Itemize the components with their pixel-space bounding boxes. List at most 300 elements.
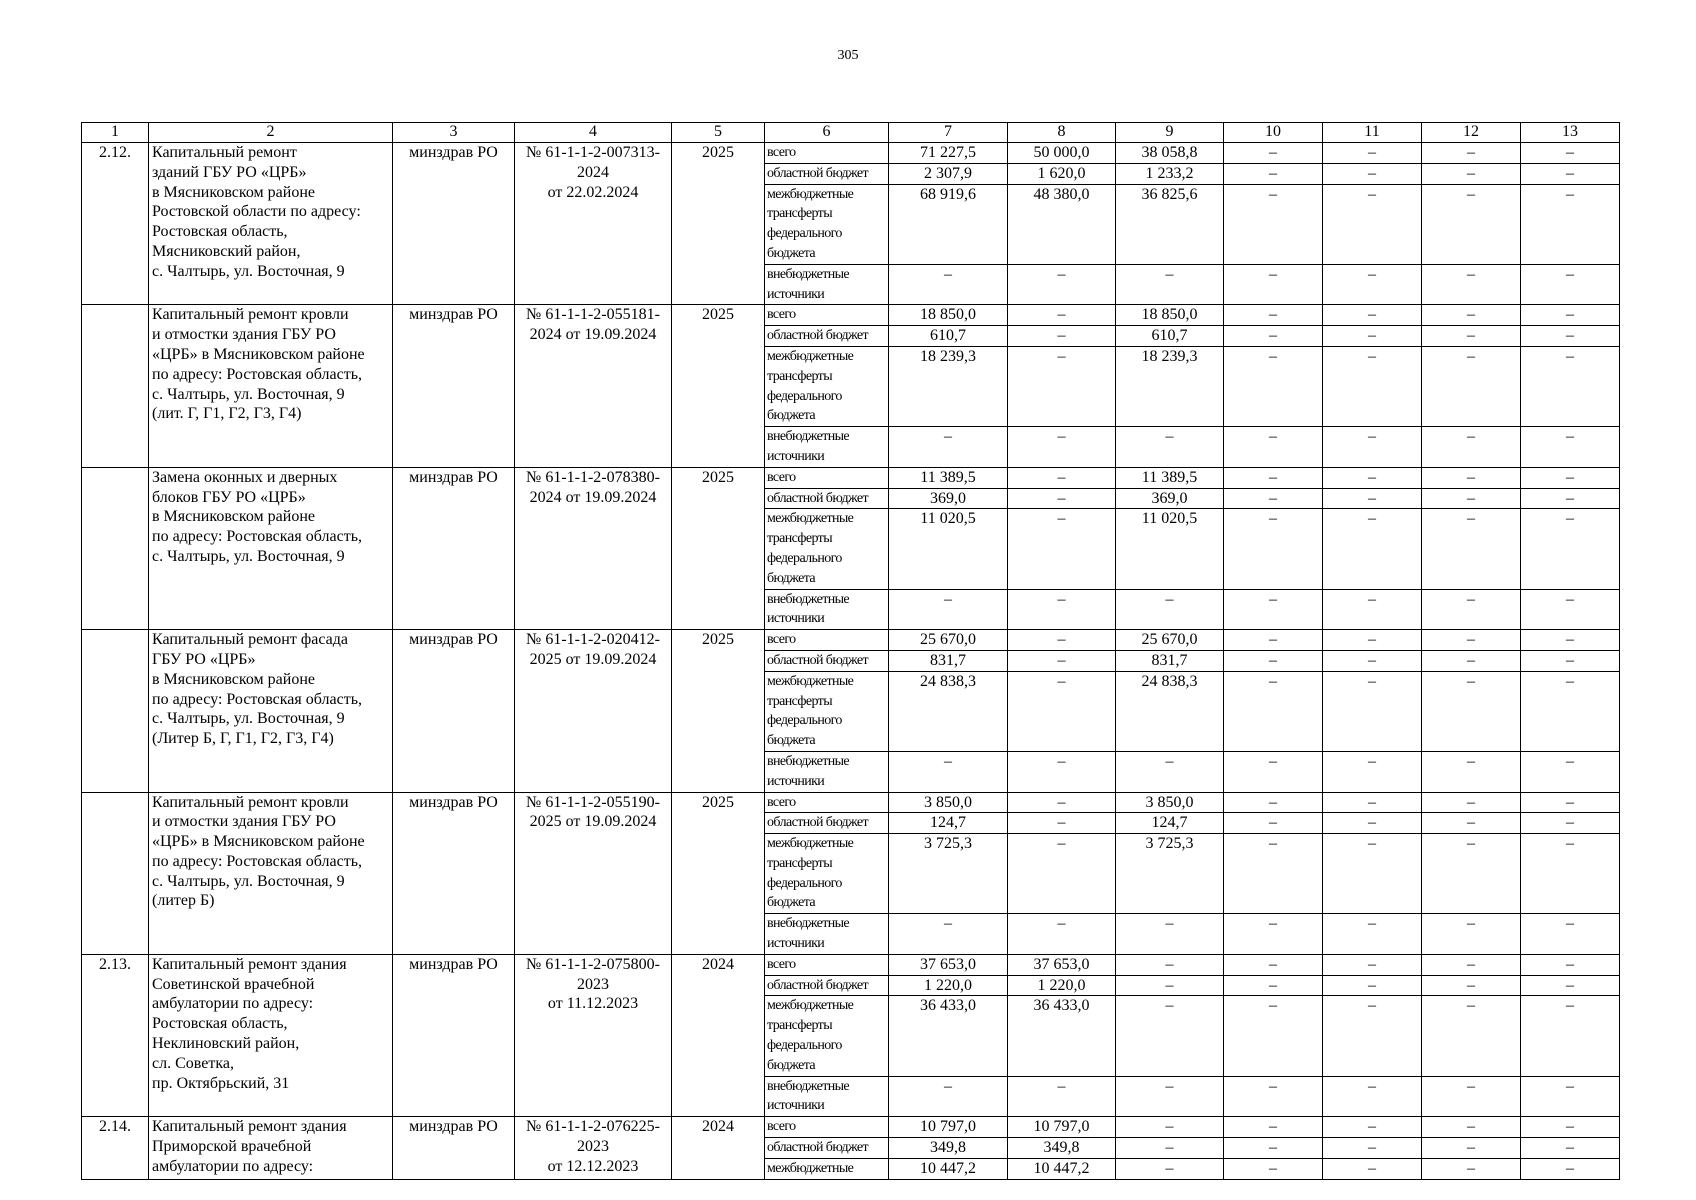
value-v8: 50 000,0 — [1008, 143, 1116, 164]
value-v7: 1 220,0 — [889, 975, 1008, 996]
value-v8: – — [1008, 813, 1116, 834]
value-v10: – — [1224, 488, 1323, 509]
expertise-doc-cell — [515, 143, 672, 305]
value-v9: 18 239,3 — [1116, 346, 1224, 426]
value-v12: – — [1422, 1076, 1521, 1117]
value-v10: – — [1224, 834, 1323, 914]
customer: минздрав РО — [409, 468, 498, 486]
value-v12: – — [1422, 305, 1521, 326]
value-v8: 48 380,0 — [1008, 184, 1116, 264]
col-header: 12 — [1422, 123, 1521, 143]
value-v9: – — [1116, 264, 1224, 305]
col-header: 3 — [393, 123, 515, 143]
completion-year-cell — [672, 467, 765, 629]
expertise-doc: № 61-1-1-2-076225- 2023 от 12.12.2023 — [526, 1118, 660, 1175]
funding-source: межбюджетные трансферты федерального бюджета — [765, 184, 889, 264]
value-v9: 3 850,0 — [1116, 792, 1224, 813]
funding-source: внебюджетные источники — [765, 1076, 889, 1117]
value-v11: – — [1323, 1158, 1422, 1179]
customer: минздрав РО — [409, 306, 498, 324]
value-v10: – — [1224, 792, 1323, 813]
value-v7: 24 838,3 — [889, 671, 1008, 751]
value-v8: – — [1008, 346, 1116, 426]
value-v8: 1 620,0 — [1008, 163, 1116, 184]
value-v11: – — [1323, 1076, 1422, 1117]
value-v10: – — [1224, 326, 1323, 347]
value-v7: 10 447,2 — [889, 1158, 1008, 1179]
value-v12: – — [1422, 1158, 1521, 1179]
value-v7: 349,8 — [889, 1138, 1008, 1159]
value-v11: – — [1323, 488, 1422, 509]
funding-source: межбюджетные трансферты федерального бюджета — [765, 996, 889, 1076]
funding-source: межбюджетные трансферты федерального бюджета — [765, 346, 889, 426]
value-v8: – — [1008, 834, 1116, 914]
funding-source: областной бюджет — [765, 1138, 889, 1159]
value-v12: – — [1422, 1138, 1521, 1159]
value-v8: – — [1008, 264, 1116, 305]
value-v9: 24 838,3 — [1116, 671, 1224, 751]
expertise-doc-cell — [515, 305, 672, 467]
value-v12: – — [1422, 671, 1521, 751]
funding-source: внебюджетные источники — [765, 751, 889, 792]
col-header: 2 — [149, 123, 393, 143]
value-v10: – — [1224, 954, 1323, 975]
value-v9: 36 825,6 — [1116, 184, 1224, 264]
table-row — [82, 954, 1620, 975]
value-v10: – — [1224, 671, 1323, 751]
value-v8: 37 653,0 — [1008, 954, 1116, 975]
value-v11: – — [1323, 163, 1422, 184]
funding-source: всего — [765, 630, 889, 651]
funding-source: всего — [765, 305, 889, 326]
value-v7: 610,7 — [889, 326, 1008, 347]
value-v9: 124,7 — [1116, 813, 1224, 834]
project-number-cell — [82, 305, 149, 467]
expertise-doc-cell — [515, 1117, 672, 1179]
funding-source: межбюджетные трансферты федерального бюджета — [765, 671, 889, 751]
value-v11: – — [1323, 834, 1422, 914]
funding-source: внебюджетные источники — [765, 264, 889, 305]
value-v11: – — [1323, 427, 1422, 468]
col-header: 13 — [1521, 123, 1620, 143]
value-v8: – — [1008, 305, 1116, 326]
value-v13: – — [1521, 427, 1620, 468]
object-name-cell — [149, 630, 393, 792]
value-v8: – — [1008, 650, 1116, 671]
value-v12: – — [1422, 813, 1521, 834]
funding-source: областной бюджет — [765, 975, 889, 996]
customer-cell — [393, 630, 515, 792]
customer-cell — [393, 792, 515, 954]
value-v11: – — [1323, 975, 1422, 996]
value-v9: – — [1116, 975, 1224, 996]
value-v12: – — [1422, 488, 1521, 509]
value-v7: 2 307,9 — [889, 163, 1008, 184]
table-body — [82, 123, 1620, 1180]
value-v13: – — [1521, 488, 1620, 509]
col-header: 10 — [1224, 123, 1323, 143]
value-v12: – — [1422, 954, 1521, 975]
customer-cell — [393, 305, 515, 467]
value-v9: 11 389,5 — [1116, 467, 1224, 488]
completion-year-cell — [672, 630, 765, 792]
customer-cell — [393, 143, 515, 305]
value-v13: – — [1521, 650, 1620, 671]
project-number-cell — [82, 792, 149, 954]
value-v7: – — [889, 914, 1008, 955]
value-v12: – — [1422, 834, 1521, 914]
value-v7: 369,0 — [889, 488, 1008, 509]
completion-year: 2025 — [702, 144, 734, 161]
value-v13: – — [1521, 1138, 1620, 1159]
value-v7: – — [889, 751, 1008, 792]
object-name-cell — [149, 467, 393, 629]
value-v12: – — [1422, 751, 1521, 792]
value-v9: 11 020,5 — [1116, 509, 1224, 589]
project-number-cell — [82, 143, 149, 305]
value-v13: – — [1521, 792, 1620, 813]
value-v10: – — [1224, 813, 1323, 834]
value-v10: – — [1224, 467, 1323, 488]
completion-year-cell — [672, 305, 765, 467]
page-number: 305 — [837, 48, 859, 63]
value-v7: 124,7 — [889, 813, 1008, 834]
value-v8: – — [1008, 589, 1116, 630]
col-header: 5 — [672, 123, 765, 143]
value-v7: 831,7 — [889, 650, 1008, 671]
value-v7: 68 919,6 — [889, 184, 1008, 264]
value-v13: – — [1521, 1076, 1620, 1117]
expertise-doc-cell — [515, 792, 672, 954]
value-v10: – — [1224, 143, 1323, 164]
value-v8: 349,8 — [1008, 1138, 1116, 1159]
expertise-doc-cell — [515, 954, 672, 1116]
expertise-doc: № 61-1-1-2-078380- 2024 от 19.09.2024 — [526, 468, 660, 506]
customer: минздрав РО — [409, 631, 498, 649]
value-v12: – — [1422, 914, 1521, 955]
expertise-doc: № 61-1-1-2-020412- 2025 от 19.09.2024 — [526, 631, 660, 668]
col-header: 1 — [82, 123, 149, 143]
value-v12: – — [1422, 650, 1521, 671]
value-v12: – — [1422, 163, 1521, 184]
value-v12: – — [1422, 346, 1521, 426]
completion-year-cell — [672, 792, 765, 954]
value-v9: – — [1116, 1117, 1224, 1138]
completion-year-cell — [672, 1117, 765, 1179]
value-v13: – — [1521, 1117, 1620, 1138]
value-v10: – — [1224, 1138, 1323, 1159]
value-v9: – — [1116, 1076, 1224, 1117]
completion-year: 2025 — [702, 306, 734, 324]
value-v8: – — [1008, 751, 1116, 792]
customer: минздрав РО — [409, 955, 498, 973]
expertise-doc: № 61-1-1-2-055181- 2024 от 19.09.2024 — [526, 306, 660, 344]
value-v11: – — [1323, 305, 1422, 326]
value-v10: – — [1224, 1158, 1323, 1179]
table-row — [82, 305, 1620, 326]
value-v8: – — [1008, 427, 1116, 468]
value-v11: – — [1323, 184, 1422, 264]
table-row — [82, 792, 1620, 813]
completion-year-cell — [672, 954, 765, 1116]
value-v8: – — [1008, 671, 1116, 751]
value-v12: – — [1422, 509, 1521, 589]
object-name-cell — [149, 143, 393, 305]
value-v12: – — [1422, 184, 1521, 264]
value-v13: – — [1521, 326, 1620, 347]
value-v8: – — [1008, 914, 1116, 955]
value-v11: – — [1323, 996, 1422, 1076]
value-v8: 10 447,2 — [1008, 1158, 1116, 1179]
value-v9: 369,0 — [1116, 488, 1224, 509]
value-v11: – — [1323, 751, 1422, 792]
value-v9: – — [1116, 914, 1224, 955]
value-v10: – — [1224, 427, 1323, 468]
value-v10: – — [1224, 163, 1323, 184]
value-v12: – — [1422, 792, 1521, 813]
object-name-cell — [149, 1117, 393, 1179]
col-header: 9 — [1116, 123, 1224, 143]
value-v13: – — [1521, 163, 1620, 184]
col-header: 11 — [1323, 123, 1422, 143]
customer-cell — [393, 467, 515, 629]
value-v9: – — [1116, 996, 1224, 1076]
value-v10: – — [1224, 184, 1323, 264]
customer-cell — [393, 954, 515, 1116]
value-v12: – — [1422, 264, 1521, 305]
value-v9: 25 670,0 — [1116, 630, 1224, 651]
value-v13: – — [1521, 834, 1620, 914]
expertise-doc-cell — [515, 630, 672, 792]
value-v9: 3 725,3 — [1116, 834, 1224, 914]
value-v12: – — [1422, 143, 1521, 164]
funding-source: областной бюджет — [765, 326, 889, 347]
value-v8: – — [1008, 1076, 1116, 1117]
value-v11: – — [1323, 346, 1422, 426]
budget-table — [81, 122, 1620, 1180]
object-name: Капитальный ремонт фасада ГБУ РО «ЦРБ» в Мясниковском районе по адресу: Ростовская область, с. Чалтырь, ул. Восточная, 9 (Литер Б, Г, Г1, Г2, Г3, Г4) — [152, 631, 362, 748]
customer: минздрав РО — [409, 144, 498, 161]
funding-source: всего — [765, 792, 889, 813]
value-v10: – — [1224, 264, 1323, 305]
value-v7: 25 670,0 — [889, 630, 1008, 651]
value-v10: – — [1224, 589, 1323, 630]
value-v9: 610,7 — [1116, 326, 1224, 347]
value-v11: – — [1323, 671, 1422, 751]
value-v7: – — [889, 427, 1008, 468]
object-name-cell — [149, 954, 393, 1116]
value-v8: – — [1008, 630, 1116, 651]
value-v13: – — [1521, 589, 1620, 630]
col-header: 4 — [515, 123, 672, 143]
value-v9: 831,7 — [1116, 650, 1224, 671]
funding-source: областной бюджет — [765, 813, 889, 834]
value-v13: – — [1521, 467, 1620, 488]
value-v7: 11 020,5 — [889, 509, 1008, 589]
value-v13: – — [1521, 509, 1620, 589]
project-number-cell — [82, 1117, 149, 1179]
value-v13: – — [1521, 184, 1620, 264]
value-v13: – — [1521, 671, 1620, 751]
funding-source: всего — [765, 467, 889, 488]
value-v13: – — [1521, 1158, 1620, 1179]
expertise-doc-cell — [515, 467, 672, 629]
value-v7: 10 797,0 — [889, 1117, 1008, 1138]
value-v13: – — [1521, 996, 1620, 1076]
value-v10: – — [1224, 751, 1323, 792]
completion-year: 2025 — [702, 793, 734, 811]
value-v10: – — [1224, 630, 1323, 651]
value-v7: 18 239,3 — [889, 346, 1008, 426]
value-v12: – — [1422, 326, 1521, 347]
value-v12: – — [1422, 975, 1521, 996]
object-name: Замена оконных и дверных блоков ГБУ РО «ЦРБ» в Мясниковском районе по адресу: Ростовская область, с. Чалтырь, ул. Восточная, 9 — [152, 468, 362, 565]
value-v12: – — [1422, 630, 1521, 651]
value-v13: – — [1521, 751, 1620, 792]
value-v13: – — [1521, 975, 1620, 996]
value-v7: 18 850,0 — [889, 305, 1008, 326]
value-v11: – — [1323, 264, 1422, 305]
customer: минздрав РО — [409, 793, 498, 811]
expertise-doc: № 61-1-1-2-007313- 2024 от 22.02.2024 — [526, 144, 660, 201]
col-header: 7 — [889, 123, 1008, 143]
value-v11: – — [1323, 630, 1422, 651]
object-name: Капитальный ремонт кровли и отмостки здания ГБУ РО «ЦРБ» в Мясниковском районе по адресу: Ростовская область, с. Чалтырь, ул. Восточная, 9 (литер Б) — [152, 793, 365, 910]
col-header: 8 — [1008, 123, 1116, 143]
value-v9: – — [1116, 589, 1224, 630]
col-header: 6 — [765, 123, 889, 143]
value-v13: – — [1521, 346, 1620, 426]
value-v13: – — [1521, 914, 1620, 955]
project-number: 2.12. — [99, 144, 131, 161]
value-v11: – — [1323, 650, 1422, 671]
column-number-row — [82, 123, 1620, 143]
value-v13: – — [1521, 264, 1620, 305]
funding-source: областной бюджет — [765, 488, 889, 509]
value-v11: – — [1323, 813, 1422, 834]
value-v10: – — [1224, 975, 1323, 996]
value-v7: 3 725,3 — [889, 834, 1008, 914]
value-v9: – — [1116, 1138, 1224, 1159]
value-v9: 1 233,2 — [1116, 163, 1224, 184]
value-v11: – — [1323, 1138, 1422, 1159]
completion-year: 2025 — [702, 631, 734, 649]
value-v7: 11 389,5 — [889, 467, 1008, 488]
funding-source: межбюджетные — [765, 1158, 889, 1179]
completion-year-cell — [672, 143, 765, 305]
funding-source: внебюджетные источники — [765, 427, 889, 468]
table-row — [82, 1117, 1620, 1138]
value-v13: – — [1521, 813, 1620, 834]
object-name: Капитальный ремонт зданий ГБУ РО «ЦРБ» в Мясниковском районе Ростовской области по адресу: Ростовская область, Мясниковский район, с. Чалтырь, ул. Восточная, 9 — [152, 144, 361, 280]
value-v10: – — [1224, 914, 1323, 955]
funding-source: межбюджетные трансферты федерального бюджета — [765, 834, 889, 914]
value-v10: – — [1224, 346, 1323, 426]
value-v12: – — [1422, 427, 1521, 468]
expertise-doc: № 61-1-1-2-075800- 2023 от 11.12.2023 — [526, 955, 660, 1013]
value-v8: – — [1008, 509, 1116, 589]
object-name: Капитальный ремонт кровли и отмостки здания ГБУ РО «ЦРБ» в Мясниковском районе по адресу: Ростовская область, с. Чалтырь, ул. Восточная, 9 (лит. Г, Г1, Г2, Г3, Г4) — [152, 306, 365, 423]
value-v11: – — [1323, 914, 1422, 955]
value-v13: – — [1521, 305, 1620, 326]
value-v7: 71 227,5 — [889, 143, 1008, 164]
project-number: 2.14. — [99, 1118, 131, 1136]
customer: минздрав РО — [409, 1118, 498, 1136]
value-v10: – — [1224, 305, 1323, 326]
value-v12: – — [1422, 996, 1521, 1076]
value-v7: – — [889, 1076, 1008, 1117]
funding-source: межбюджетные трансферты федерального бюджета — [765, 509, 889, 589]
value-v12: – — [1422, 1117, 1521, 1138]
value-v9: – — [1116, 427, 1224, 468]
value-v8: – — [1008, 488, 1116, 509]
value-v8: 1 220,0 — [1008, 975, 1116, 996]
value-v9: 18 850,0 — [1116, 305, 1224, 326]
funding-source: внебюджетные источники — [765, 914, 889, 955]
value-v11: – — [1323, 467, 1422, 488]
value-v11: – — [1323, 792, 1422, 813]
project-number-cell — [82, 467, 149, 629]
object-name-cell — [149, 792, 393, 954]
completion-year: 2025 — [702, 468, 734, 486]
value-v9: – — [1116, 954, 1224, 975]
value-v9: – — [1116, 751, 1224, 792]
value-v10: – — [1224, 650, 1323, 671]
table-row — [82, 467, 1620, 488]
funding-source: областной бюджет — [765, 163, 889, 184]
table-row — [82, 630, 1620, 651]
value-v7: – — [889, 589, 1008, 630]
value-v11: – — [1323, 326, 1422, 347]
project-number-cell — [82, 630, 149, 792]
value-v8: – — [1008, 326, 1116, 347]
value-v8: – — [1008, 792, 1116, 813]
funding-source: внебюджетные источники — [765, 589, 889, 630]
value-v13: – — [1521, 143, 1620, 164]
project-number-cell — [82, 954, 149, 1116]
value-v11: – — [1323, 143, 1422, 164]
expertise-doc: № 61-1-1-2-055190- 2025 от 19.09.2024 — [526, 793, 660, 831]
funding-source: всего — [765, 143, 889, 164]
funding-source: всего — [765, 954, 889, 975]
value-v9: 38 058,8 — [1116, 143, 1224, 164]
object-name: Капитальный ремонт здания Советинской врачебной амбулатории по адресу: Ростовская область, Неклиновский район, сл. Советка, пр. Октябрьский, 31 — [152, 955, 347, 1092]
funding-source: областной бюджет — [765, 650, 889, 671]
object-name: Капитальный ремонт здания Приморской врачебной амбулатории по адресу: — [152, 1118, 347, 1175]
value-v7: 3 850,0 — [889, 792, 1008, 813]
value-v13: – — [1521, 630, 1620, 651]
customer-cell — [393, 1117, 515, 1179]
completion-year: 2024 — [702, 955, 734, 973]
value-v12: – — [1422, 467, 1521, 488]
project-number: 2.13. — [99, 955, 131, 973]
value-v10: – — [1224, 1076, 1323, 1117]
value-v7: – — [889, 264, 1008, 305]
value-v11: – — [1323, 509, 1422, 589]
funding-source: всего — [765, 1117, 889, 1138]
value-v10: – — [1224, 1117, 1323, 1138]
value-v12: – — [1422, 589, 1521, 630]
value-v13: – — [1521, 954, 1620, 975]
table-row — [82, 143, 1620, 164]
value-v7: 37 653,0 — [889, 954, 1008, 975]
value-v11: – — [1323, 954, 1422, 975]
value-v8: 36 433,0 — [1008, 996, 1116, 1076]
value-v10: – — [1224, 509, 1323, 589]
value-v7: 36 433,0 — [889, 996, 1008, 1076]
object-name-cell — [149, 305, 393, 467]
completion-year: 2024 — [702, 1118, 734, 1136]
